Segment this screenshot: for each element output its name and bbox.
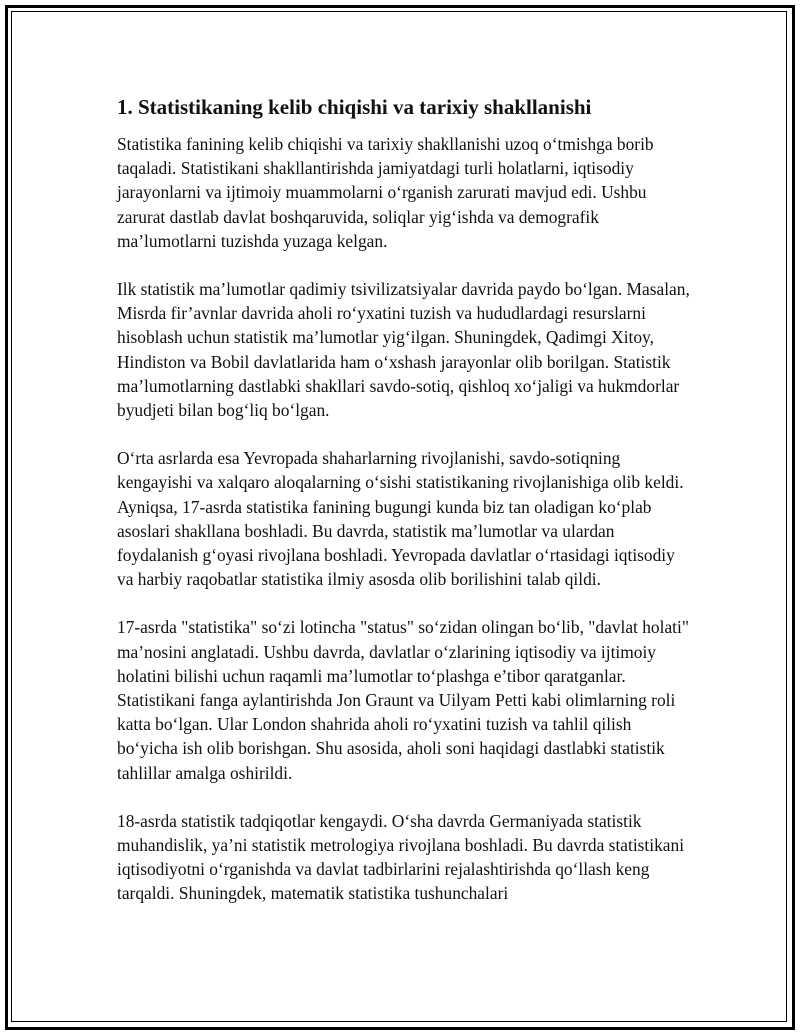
paragraph-3: O‘rta asrlarda esa Yevropada shaharlarning rivojlanishi, savdo-sotiqning kengayishi va xalqaro aloqalarning o‘sishi statistikaning rivojlanishiga olib keldi. Ayniqsa, 17-asrda statistika fanining bugungi kunda biz tan oladigan ko‘plab asoslari shakllana boshladi. Bu davrda, statistik ma’lumotlar va ulardan foydalanish g‘oyasi rivojlana boshladi. Yevropada davlatlar o‘rtasidagi iqtisodiy va harbiy raqobatlar statistika ilmiy asosda olib borilishini talab qildi. — [117, 448, 684, 590]
document-page — [117, 92, 692, 906]
paragraph-5: 18-asrda statistik tadqiqotlar kengaydi. O‘sha davrda Germaniyada statistik muhandislik, ya’ni statistik metrologiya rivojlana boshladi. Bu davrda statistikani iqtisodiyotni o‘rganishda va davlat tadbirlarini rejalashtirishda qo‘llash keng tarqaldi. Shuningdek, matematik statistika tushunchalari — [117, 810, 685, 904]
paragraph-2: Ilk statistik ma’lumotlar qadimiy tsivilizatsiyalar davrida paydo bo‘lgan. Masalan, Misrda fir’avnlar davrida aholi ro‘yxatini tuzish va hududlardagi resurslarni hisoblash uchun statistik ma’lumotlar yig‘ilgan. Shuningdek, Qadimgi Xitoy, Hindiston va Bobil davlatlarida ham o‘xshash jarayonlar olib borilgan. Statistik ma’lumotlarning dastlabki shakllari savdo-sotiq, qishloq xo‘jaligi va hukmdorlar byudjeti bilan bog‘liq bo‘lgan. — [117, 279, 690, 421]
paragraph-1: Statistika fanining kelib chiqishi va tarixiy shakllanishi uzoq o‘tmishga borib taqaladi. Statistikani shakllantirishda jamiyatdagi turli holatlarni, iqtisodiy jarayonlarni va ijtimoiy muammolarni o‘rganish zarurati mavjud edi. Ushbu zarurat dastlab davlat boshqaruvida, soliqlar yig‘ishda va demografik ma’lumotlarni tuzishda yuzaga kelgan. — [117, 134, 654, 251]
section-heading: 1. Statistikaning kelib chiqishi va tarixiy shakllanishi — [117, 95, 592, 119]
paragraph-4: 17-asrda "statistika" so‘zi lotincha "status" so‘zidan olingan bo‘lib, "davlat holati" ma’nosini anglatadi. Ushbu davrda, davlatlar o‘zlarining iqtisodiy va ijtimoiy holatini bilishi uchun raqamli ma’lumotlar to‘plashga e’tibor qaratganlar. Statistikani fanga aylantirishda Jon Graunt va Uilyam Petti kabi olimlarning roli katta bo‘lgan. Ular London shahrida aholi ro‘yxatini tuzish va tahlil qilish bo‘yicha ish olib borishgan. Shu asosida, aholi soni haqidagi dastlabki statistik tahlillar amalga oshirildi. — [117, 617, 689, 783]
